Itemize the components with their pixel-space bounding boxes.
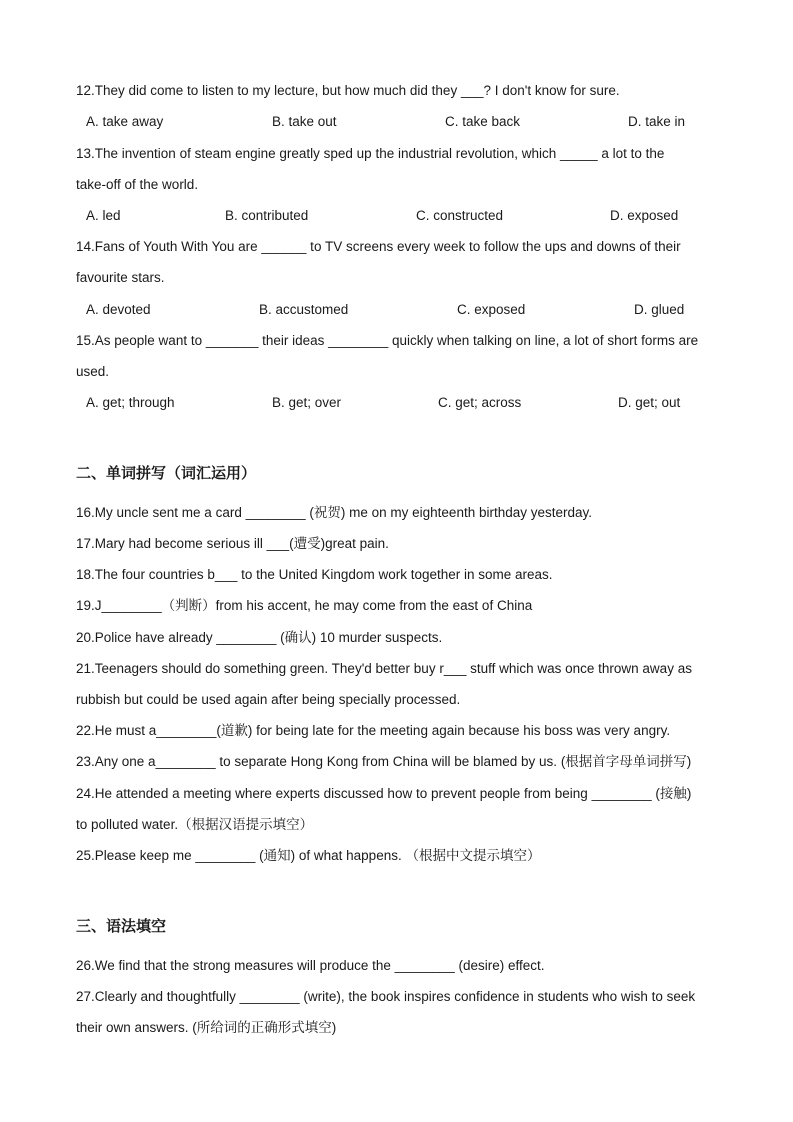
question-17: 17.Mary had become serious ill ___(遭受)great pain. bbox=[76, 536, 389, 551]
question-14-line-1: 14.Fans of Youth With You are ______ to TV screens every week to follow the ups and downs of their bbox=[76, 239, 681, 254]
q12-option-a: A. take away bbox=[86, 114, 164, 129]
q12-option-d: D. take in bbox=[628, 114, 686, 129]
question-26: 26.We find that the strong measures will produce the ________ (desire) effect. bbox=[76, 958, 545, 973]
q15-option-a: A. get; through bbox=[86, 395, 175, 410]
q14-option-a: A. devoted bbox=[86, 302, 151, 317]
question-14-line-2: favourite stars. bbox=[76, 270, 165, 285]
question-23: 23.Any one a________ to separate Hong Kong from China will be blamed by us. (根据首字母单词拼写) bbox=[76, 754, 692, 769]
question-16: 16.My uncle sent me a card ________ (祝贺) me on my eighteenth birthday yesterday. bbox=[76, 505, 593, 520]
question-21-line-1: 21.Teenagers should do something green. They'd better buy r___ stuff which was once thrown away as bbox=[76, 661, 692, 676]
question-27-line-1: 27.Clearly and thoughtfully ________ (write), the book inspires confidence in students who wish to seek bbox=[76, 989, 696, 1004]
question-21-line-2: rubbish but could be used again after being specially processed. bbox=[76, 692, 461, 707]
question-27-line-2: their own answers. (所给词的正确形式填空) bbox=[76, 1020, 337, 1035]
section-3-heading: 三、语法填空 bbox=[76, 917, 167, 935]
q13-option-c: C. constructed bbox=[416, 208, 504, 223]
question-20: 20.Police have already ________ (确认) 10 murder suspects. bbox=[76, 630, 443, 645]
question-24-line-2: to polluted water.（根据汉语提示填空） bbox=[76, 817, 314, 832]
question-22: 22.He must a________(道歉) for being late for the meeting again because his boss was very angry. bbox=[76, 723, 671, 738]
question-15-line-1: 15.As people want to _______ their ideas ________ quickly when talking on line, a lot of short forms are bbox=[76, 333, 699, 348]
q14-option-c: C. exposed bbox=[457, 302, 526, 317]
question-12: 12.They did come to listen to my lecture, but how much did they ___? I don't know for sure. bbox=[76, 83, 620, 98]
question-13-line-2: take-off of the world. bbox=[76, 177, 199, 192]
question-19: 19.J________（判断）from his accent, he may come from the east of China bbox=[76, 598, 533, 613]
q12-option-b: B. take out bbox=[272, 114, 337, 129]
question-18: 18.The four countries b___ to the United Kingdom work together in some areas. bbox=[76, 567, 553, 582]
q13-option-d: D. exposed bbox=[610, 208, 679, 223]
q15-option-c: C. get; across bbox=[438, 395, 522, 410]
q13-option-a: A. led bbox=[86, 208, 121, 223]
question-25: 25.Please keep me ________ (通知) of what happens. （根据中文提示填空） bbox=[76, 848, 541, 863]
q14-option-d: D. glued bbox=[634, 302, 685, 317]
q15-option-d: D. get; out bbox=[618, 395, 681, 410]
question-13-line-1: 13.The invention of steam engine greatly sped up the industrial revolution, which _____ a lot to the bbox=[76, 146, 665, 161]
question-24-line-1: 24.He attended a meeting where experts discussed how to prevent people from being ________ (接触) bbox=[76, 786, 692, 801]
q15-option-b: B. get; over bbox=[272, 395, 342, 410]
question-15-line-2: used. bbox=[76, 364, 110, 379]
q12-option-c: C. take back bbox=[445, 114, 521, 129]
q14-option-b: B. accustomed bbox=[259, 302, 349, 317]
q13-option-b: B. contributed bbox=[225, 208, 309, 223]
section-2-heading: 二、单词拼写（词汇运用） bbox=[76, 464, 257, 482]
